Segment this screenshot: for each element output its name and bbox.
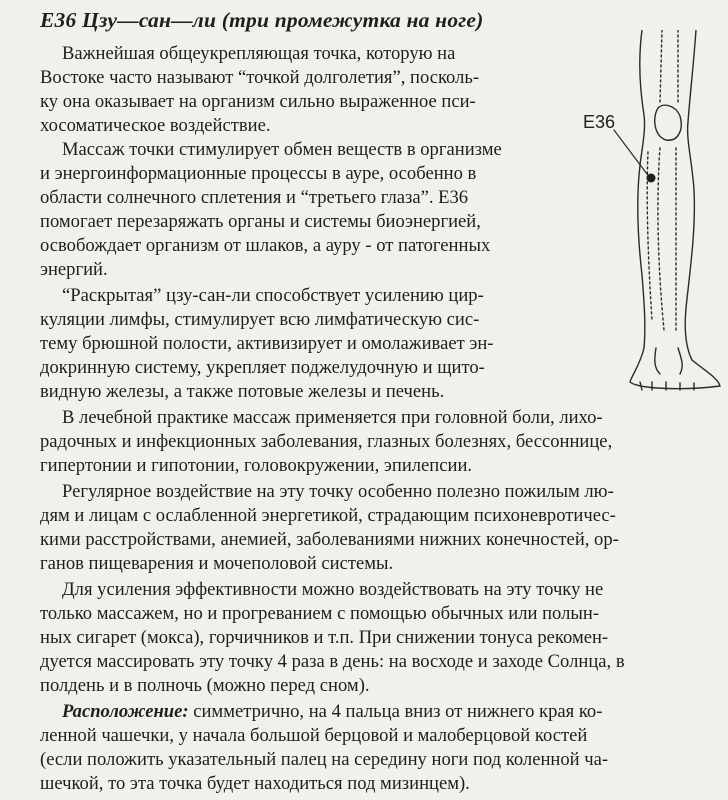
paragraph-3-line-2: куляции лимфы, стимулирует всю лимфатическую сис- [40, 309, 480, 330]
paragraph-6-line-4: дуется массировать эту точку 4 раза в день: на восходе и заходе Солнца, в [40, 651, 625, 672]
paragraph-5-line-1: Регулярное воздействие на эту точку особенно полезно пожилым лю- [62, 481, 614, 502]
paragraph-2-line-2: и энергоинформационные процессы в ауре, особенно в [40, 163, 477, 184]
paragraph-5-line-3: кими расстройствами, анемией, заболеваниями нижних конечностей, ор- [40, 529, 619, 550]
paragraph-4-line-1: В лечебной практике массаж применяется при головной боли, лихо- [62, 407, 603, 428]
paragraph-1-line-1: Важнейшая общеукрепляющая точка, которую на [62, 43, 456, 64]
section-title: Е36 Цзу—сан—ли (три промежутка на ноге) [40, 8, 484, 32]
paragraph-1-line-2: Востоке часто называют “точкой долголетия”, посколь- [40, 67, 480, 88]
location-line-2: ленной чашечки, у начала большой берцовой и малоберцовой костей [40, 725, 588, 746]
location-lead: Расположение: [62, 701, 189, 722]
paragraph-3-line-3: тему брюшной полости, активизирует и омолаживает эн- [40, 333, 494, 354]
location-line-1 [62, 700, 602, 724]
paragraph-2-line-5: освобождает организм от шлаков, а ауру - от патогенных [40, 235, 491, 256]
location-line-3: (если положить указательный палец на середину ноги под коленной ча- [40, 749, 609, 770]
location-line-4: шечкой, то эта точка будет находиться под мизинцем). [40, 773, 470, 794]
acupoint-e36-marker [647, 174, 656, 183]
paragraph-1-line-4: хосоматическое воздействие. [40, 115, 271, 136]
paragraph-5-line-2: дям и лицам с ослабленной энергетикой, страдающим психоневротичес- [40, 505, 616, 526]
paragraph-5-line-4: ганов пищеварения и мочеполовой системы. [40, 553, 394, 574]
leg-illustration [580, 30, 725, 395]
paragraph-3-line-1: “Раскрытая” цзу-сан-ли способствует усилению цир- [62, 285, 484, 306]
figure-label: Е36 [583, 112, 616, 132]
paragraph-2-line-6: энергий. [40, 259, 108, 280]
paragraph-2-line-4: помогает перезаряжать органы и системы биоэнергией, [40, 211, 481, 232]
location-first-text: симметрично, на 4 пальца вниз от нижнего края ко- [188, 701, 603, 722]
paragraph-6-line-2: только массажем, но и прогреванием с помощью обычных или полын- [40, 603, 600, 624]
paragraph-1-line-3: ку она оказывает на организм сильно выраженное пси- [40, 91, 476, 112]
paragraph-4-line-3: гипертонии и гипотонии, головокружении, эпилепсии. [40, 455, 473, 476]
paragraph-4-line-2: радочных и инфекционных заболевания, глазных болезнях, бессоннице, [40, 431, 613, 452]
paragraph-3-line-4: докринную систему, укрепляет поджелудочную и щито- [40, 357, 485, 378]
paragraph-6-line-1: Для усиления эффективности можно воздействовать на эту точку не [62, 579, 604, 600]
paragraph-3-line-5: видную железы, а также потовые железы и печень. [40, 381, 445, 402]
paragraph-2-line-3: области солнечного сплетения и “третьего глаза”. Е36 [40, 187, 469, 208]
paragraph-6-line-5: полдень и в полночь (можно перед сном). [40, 675, 370, 696]
paragraph-2-line-1: Массаж точки стимулирует обмен веществ в организме [62, 139, 502, 160]
paragraph-6-line-3: ных сигарет (мокса), горчичников и т.п. При снижении тонуса рекомен- [40, 627, 609, 648]
bleed-through-text: · · · · · · · · [600, 4, 662, 19]
